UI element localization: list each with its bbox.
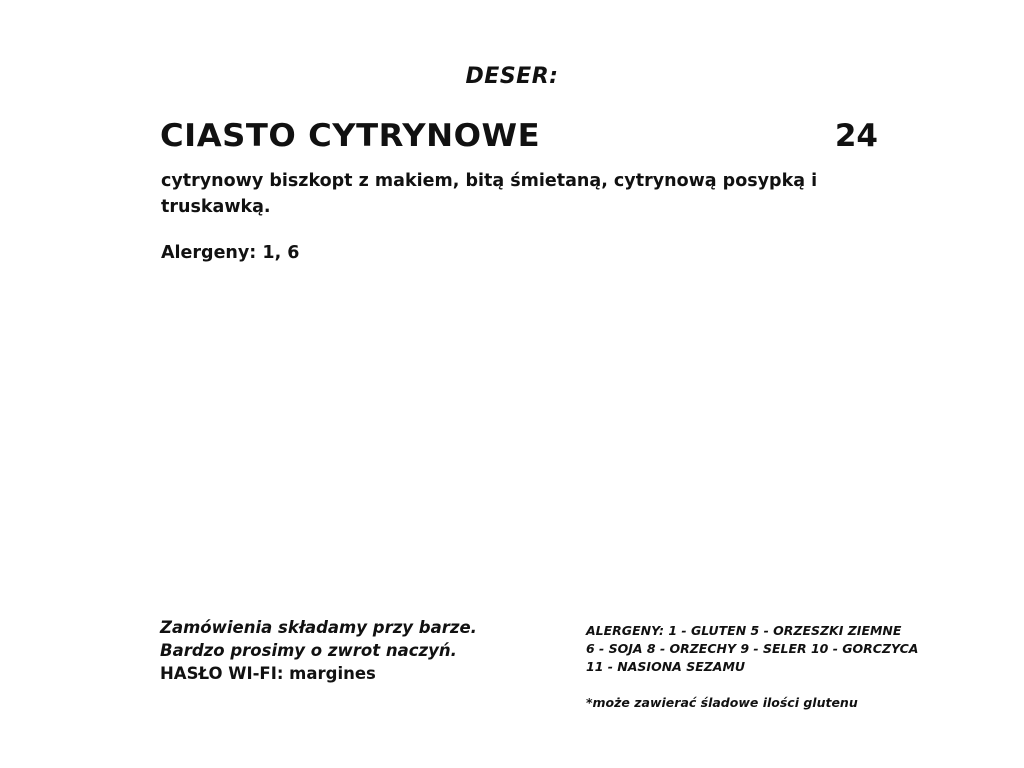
allergen-legend-line: ALERGENY: 1 - GLUTEN 5 - ORZESZKI ZIEMNE bbox=[586, 623, 902, 638]
order-info-text: Zamówienia składamy przy barze. bbox=[160, 618, 477, 637]
return-info-text: Bardzo prosimy o zwrot naczyń. bbox=[160, 641, 457, 660]
footer-info bbox=[160, 616, 550, 685]
section-title: DESER: bbox=[465, 64, 559, 89]
menu-item-name: CIASTO CYTRYNOWE bbox=[160, 118, 541, 154]
allergen-legend-line: 6 - SOJA 8 - ORZECHY 9 - SELER 10 - GORCZYCA bbox=[586, 641, 919, 656]
allergen-legend bbox=[586, 622, 966, 712]
gluten-trace-note: *może zawierać śladowe ilości glutenu bbox=[586, 695, 858, 710]
wifi-password-text: HASŁO WI-FI: margines bbox=[160, 664, 376, 683]
menu-item-description: cytrynowy biszkopt z makiem, bitą śmietaną, cytrynową posypką i truskawką. bbox=[161, 171, 818, 217]
menu-item-price: 24 bbox=[834, 118, 878, 154]
menu-item-allergens: Alergeny: 1, 6 bbox=[161, 243, 300, 263]
allergen-legend-line: 11 - NASIONA SEZAMU bbox=[586, 659, 746, 674]
menu-item-row bbox=[160, 118, 878, 160]
